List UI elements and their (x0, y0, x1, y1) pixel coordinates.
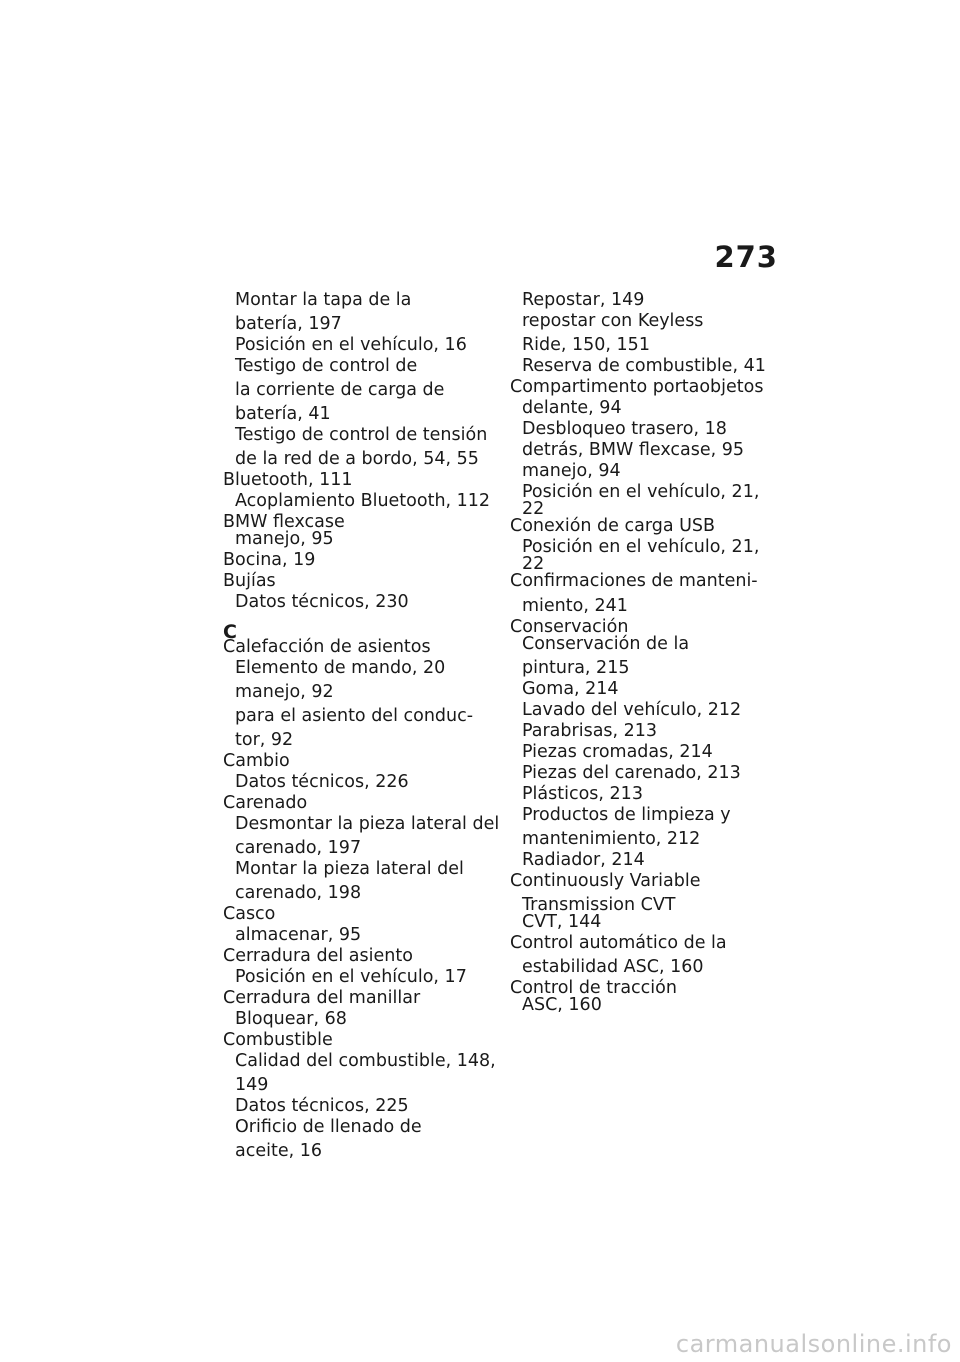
index-subentry: carenado, 198 (235, 883, 362, 903)
index-entry: Confirmaciones de manteni- (510, 571, 758, 591)
index-subentry: Datos técnicos, 225 (235, 1096, 409, 1116)
index-subentry: Lavado del vehículo, 212 (522, 700, 742, 720)
index-column-left (223, 290, 498, 1162)
index-entry: Cerradura del asiento (223, 946, 413, 966)
index-subentry: manejo, 95 (235, 529, 334, 549)
index-subentry: repostar con Keyless (522, 311, 704, 331)
index-subentry: Desbloqueo trasero, 18 (522, 419, 727, 439)
index-entry: Control automático de la (510, 933, 727, 953)
index-entry: Bluetooth, 111 (223, 470, 353, 490)
index-letter-heading: C (223, 621, 237, 643)
index-subentry: almacenar, 95 (235, 925, 362, 945)
index-subentry: Posición en el vehículo, 21, (522, 482, 760, 502)
index-subentry: de la red de a bordo, 54, 55 (235, 449, 479, 469)
index-subentry: Orificio de llenado de (235, 1117, 422, 1137)
index-column-right (510, 290, 772, 1016)
watermark: carmanualsonline.info (675, 1330, 952, 1358)
index-subentry: Piezas del carenado, 213 (522, 763, 741, 783)
index-subentry: pintura, 215 (522, 658, 630, 678)
index-subentry: Transmission CVT (522, 895, 676, 915)
index-subentry: manejo, 92 (235, 682, 334, 702)
index-subentry: carenado, 197 (235, 838, 362, 858)
index-subentry: Calidad del combustible, 148, (235, 1051, 496, 1071)
index-subentry: Reserva de combustible, 41 (522, 356, 766, 376)
index-subentry: para el asiento del conduc- (235, 706, 474, 726)
index-entry: Casco (223, 904, 276, 924)
index-subentry: miento, 241 (522, 596, 628, 616)
index-subentry: Goma, 214 (522, 679, 619, 699)
index-entry: Cambio (223, 751, 290, 771)
index-entry: Conservación (510, 617, 629, 637)
page-number: 273 (714, 240, 778, 274)
index-subentry: Posición en el vehículo, 21, (522, 537, 760, 557)
index-subentry: 22 (522, 499, 545, 519)
index-subentry: Radiador, 214 (522, 850, 645, 870)
index-entry: Carenado (223, 793, 308, 813)
index-entry: Bujías (223, 571, 276, 591)
index-entry: Continuously Variable (510, 871, 701, 891)
index-subentry: Acoplamiento Bluetooth, 112 (235, 491, 491, 511)
index-subentry: Montar la tapa de la (235, 290, 412, 310)
index-subentry: Testigo de control de (235, 356, 418, 376)
index-subentry: estabilidad ASC, 160 (522, 957, 704, 977)
index-entry: Control de tracción (510, 978, 677, 998)
index-subentry: Plásticos, 213 (522, 784, 643, 804)
index-subentry: aceite, 16 (235, 1141, 322, 1161)
index-subentry: Bloquear, 68 (235, 1009, 347, 1029)
index-subentry: mantenimiento, 212 (522, 829, 701, 849)
index-subentry: Montar la pieza lateral del (235, 859, 464, 879)
index-entry: Cerradura del manillar (223, 988, 421, 1008)
index-entry: Conexión de carga USB (510, 516, 716, 536)
index-subentry: Datos técnicos, 226 (235, 772, 409, 792)
index-subentry: detrás, BMW flexcase, 95 (522, 440, 745, 460)
index-subentry: Repostar, 149 (522, 290, 645, 310)
index-entry: Compartimento portaobjetos (510, 377, 764, 397)
index-subentry: manejo, 94 (522, 461, 621, 481)
index-subentry: Elemento de mando, 20 (235, 658, 446, 678)
index-subentry: Conservación de la (522, 634, 690, 654)
index-entry: Calefacción de asientos (223, 637, 431, 657)
index-subentry: Posición en el vehículo, 17 (235, 967, 467, 987)
index-subentry: CVT, 144 (522, 912, 602, 932)
index-subentry: Desmontar la pieza lateral del (235, 814, 500, 834)
index-subentry: la corriente de carga de (235, 380, 445, 400)
index-subentry: Ride, 150, 151 (522, 335, 650, 355)
index-entry: BMW flexcase (223, 512, 345, 532)
index-subentry: Parabrisas, 213 (522, 721, 658, 741)
index-subentry: 149 (235, 1075, 269, 1095)
index-subentry: Datos técnicos, 230 (235, 592, 409, 612)
index-subentry: ASC, 160 (522, 995, 602, 1015)
index-subentry: tor, 92 (235, 730, 294, 750)
index-subentry: Productos de limpieza y (522, 805, 731, 825)
index-subentry: Testigo de control de tensión (235, 425, 488, 445)
index-subentry: delante, 94 (522, 398, 622, 418)
index-entry: Bocina, 19 (223, 550, 316, 570)
index-subentry: 22 (522, 554, 545, 574)
index-subentry: Piezas cromadas, 214 (522, 742, 713, 762)
index-subentry: batería, 41 (235, 404, 331, 424)
index-subentry: batería, 197 (235, 314, 342, 334)
index-entry: Combustible (223, 1030, 333, 1050)
index-subentry: Posición en el vehículo, 16 (235, 335, 467, 355)
